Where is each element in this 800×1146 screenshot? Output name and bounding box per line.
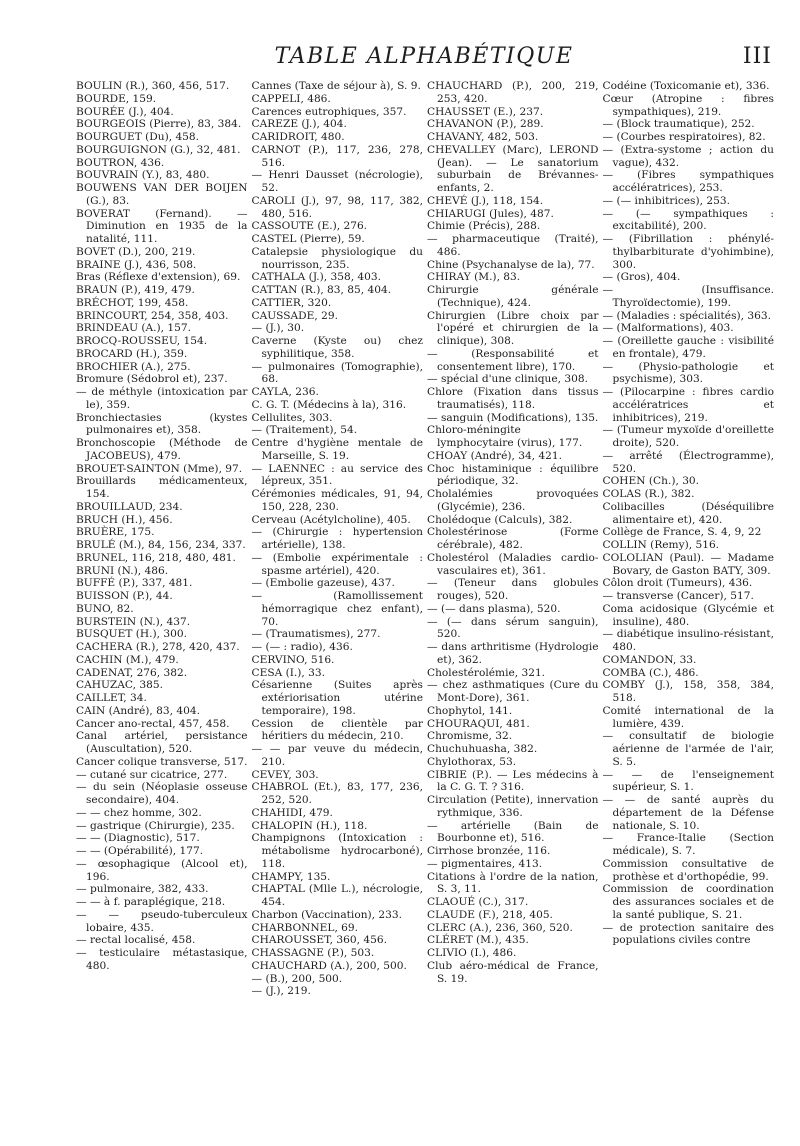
index-entry: BUSQUET (H.), 300. (76, 628, 187, 641)
index-entry: — (Insuffisance. Thyroïdectomie), 199. (602, 284, 774, 309)
index-entry: — rectal localisé, 458. (76, 934, 196, 947)
index-entry: Bronchoscopie (Méthode de JACOBEUS), 479. (76, 437, 248, 462)
index-entry: BOURGUIGNON (G.), 32, 481. (76, 143, 241, 156)
index-entry: COLLIN (Remy), 516. (602, 539, 720, 551)
index-entry: — — (Diagnostic), 517. (76, 832, 200, 845)
index-entry: — (Oreillette gauche : visibilité en frontale), 479. (602, 335, 774, 360)
index-entry: BUNO, 82. (76, 602, 134, 615)
index-entry: — LAENNEC : au service des lépreux, 351. (251, 462, 423, 488)
index-entry: CHASSAGNE (P.), 503. (251, 947, 375, 959)
index-entry: — (Extra-systome ; action du vague), 432. (602, 143, 774, 169)
index-entry: Collège de France, S. 4, 9, 22 (602, 526, 762, 539)
index-entry: — (Maladies : spécialités), 363. (602, 309, 771, 322)
index-entry: Cirrhose bronzée, 116. (427, 845, 551, 857)
index-entry: CLAOUÉ (C.), 317. (427, 896, 529, 908)
index-entry: — diabétique insulino-résistant, 480. (602, 628, 774, 653)
page-title: TABLE ALPHABÉTIQUE (274, 44, 574, 69)
index-entry: Chirurgie générale (Technique), 424. (427, 284, 599, 309)
index-entry: Chromisme, 32. (427, 730, 513, 743)
index-entry: Citations à l'ordre de la nation, S. 3, 11. (427, 870, 599, 896)
index-entry: Césarienne (Suites après extériorisation utérine temporaire), 198. (251, 679, 423, 717)
index-entry: BRUCH (H.), 456. (76, 513, 173, 526)
index-entry: Chylothorax, 53. (427, 755, 517, 768)
index-entry: CARNOT (P.), 117, 236, 278, 516. (251, 143, 423, 169)
index-entry: CACHERA (R.), 278, 420, 437. (76, 641, 240, 653)
index-entry: — (Gros), 404. (602, 271, 681, 284)
index-column-2 (252, 80, 424, 1130)
index-entry: — de protection sanitaire des populations civiles contre (602, 921, 774, 947)
index-entry: — — pseudo-tuberculeux lobaire, 435. (76, 908, 248, 934)
index-entry: COMBA (C.), 486. (602, 666, 699, 679)
index-entry: — du sein (Néoplasie osseuse secondaire), 404. (76, 781, 248, 806)
index-entry: — — de santé auprès du département de la Défense nationale, S. 10. (602, 794, 774, 832)
index-entry: — (Embolie gazeuse), 437. (251, 577, 395, 590)
index-entry: Cœur (Atropine : fibres sympathiques), 219. (602, 92, 774, 118)
index-entry: BROCHIER (A.), 275. (76, 360, 191, 373)
index-entry: Cholalémies provoquées (Glycémie), 236. (427, 488, 599, 513)
index-entry: BROUET-SAINTON (Mme), 97. (76, 462, 243, 475)
index-entry: COMANDON, 33. (602, 653, 697, 666)
index-entry: Caverne (Kyste ou) chez syphilitique, 358. (251, 335, 423, 360)
index-entry: — consultatif de biologie aérienne de l'armée de l'air, S. 5. (602, 730, 774, 768)
index-entry: Chimie (Précis), 288. (427, 220, 541, 233)
index-entry: Colibacilles (Déséquilibre alimentaire et), 420. (602, 500, 774, 526)
index-entry: CARIDROIT, 480. (251, 131, 345, 143)
index-entry: CHAMPY, 135. (251, 870, 331, 883)
index-entry: CAILLET, 34. (76, 692, 147, 704)
index-entry: BOUVRAIN (Y.), 83, 480. (76, 169, 210, 182)
index-entry: Cholestérinose (Forme cérébrale), 482. (427, 526, 599, 551)
index-entry: Centre d'hygiène mentale de Marseille, S. 19. (251, 437, 423, 462)
index-entry: BOURGUET (Du), 458. (76, 131, 200, 143)
index-entry: — cutané sur cicatrice, 277. (76, 768, 228, 781)
index-entry: — (B.), 200, 500. (251, 972, 343, 985)
index-entry: Brouillards médicamenteux, 154. (76, 475, 248, 500)
index-entry: BOURGEOIS (Pierre), 83, 384. (76, 118, 242, 131)
index-entry: — — chez homme, 302. (76, 806, 202, 819)
index-entry: CHEVALLEY (Marc), LEROND (Jean). — Le sanatorium suburbain de Brévannes-enfants, 2. (427, 143, 599, 194)
index-entry: Canal artériel, persistance (Auscultation), 520. (76, 730, 248, 755)
index-entry: COLOLIAN (Paul). — Madame Bovary, de Gaston BATY, 309. (602, 551, 774, 577)
index-entry: — (— : radio), 436. (251, 641, 353, 653)
index-entry: BURSTEIN (N.), 437. (76, 615, 191, 628)
page-number: III (742, 44, 772, 69)
index-entry: Circulation (Petite), innervation rythmique, 336. (427, 794, 599, 819)
index-entry: Chophytol, 141. (427, 704, 513, 717)
index-column-3 (427, 80, 599, 1130)
index-entry: — gastrique (Chirurgie), 235. (76, 819, 235, 832)
index-entry: CIBRIE (P.). — Les médecins à la C. G. T. ? 316. (427, 768, 599, 794)
index-entry: — (Traumatismes), 277. (251, 628, 381, 641)
index-entry: CHOURAQUI, 481. (427, 717, 530, 730)
index-entry: — transverse (Cancer), 517. (602, 590, 754, 602)
index-entry: CACHIN (M.), 479. (76, 653, 179, 666)
index-entry: — pulmonaires (Tomographie), 68. (251, 360, 423, 386)
index-entry: BRAUN (P.), 419, 479. (76, 284, 195, 296)
index-entry: COLAS (R.), 382. (602, 488, 695, 500)
index-entry: CAPPELI, 486. (251, 92, 331, 105)
index-entry: CAROLI (J.), 97, 98, 117, 382, 480, 516. (251, 194, 423, 220)
index-entry: BRUNEL, 116, 218, 480, 481. (76, 551, 236, 564)
index-entry: — (Ramollissement hémorragique chez enfant), 70. (251, 590, 423, 628)
index-entry: CHARBONNEL, 69. (251, 921, 359, 934)
index-entry: BOUWENS VAN DER BOIJEN (G.), 83. (76, 182, 248, 207)
index-entry: — de méthyle (intoxication par le), 359. (76, 386, 248, 411)
index-entry: CHAHIDI, 479. (251, 806, 333, 819)
index-entry: CHEVÉ (J.), 118, 154. (427, 194, 544, 207)
index-entry: — — de l'enseignement supérieur, S. 1. (602, 768, 774, 794)
index-entry: Bromure (Sédobrol et), 237. (76, 373, 228, 386)
index-entry: Comité international de la lumière, 439. (602, 704, 774, 730)
index-entry: — (Tumeur myxoïde d'oreillette droite), 520. (602, 424, 774, 449)
page-header (76, 40, 772, 76)
index-entry: CATHALA (J.), 358, 403. (251, 271, 382, 284)
index-entry: — sanguin (Modifications), 135. (427, 411, 599, 424)
index-entry: CERVINO, 516. (251, 653, 335, 666)
index-entry: BROUILLAUD, 234. (76, 500, 183, 513)
index-entry: — chez asthmatiques (Cure du Mont-Dore), 361. (427, 679, 599, 704)
index-entry: — (Embolie expérimentale : spasme artériel), 420. (251, 551, 423, 577)
index-entry: BROCARD (H.), 359. (76, 347, 188, 360)
index-entry: — (Chirurgie : hypertension artérielle), 138. (251, 526, 423, 551)
index-entry: CAIN (André), 83, 404. (76, 704, 200, 717)
index-entry: Chlore (Fixation dans tissus traumatisés), 118. (427, 386, 599, 411)
index-entry: Commission de coordination des assurances sociales et de la santé publique, S. 21. (602, 883, 774, 921)
index-entry: C. G. T. (Médecins à la), 316. (251, 398, 407, 411)
index-entry: — (— sympathiques : excitabilité), 200. (602, 207, 774, 233)
index-entry: Cerveau (Acétylcholine), 405. (251, 513, 411, 526)
index-entry: COMBY (J.), 158, 358, 384, 518. (602, 679, 774, 704)
index-entry: BOVET (D.), 200, 219. (76, 245, 196, 258)
index-entry: CASTEL (Pierre), 59. (251, 233, 365, 245)
index-entry: BRUNI (N.), 486. (76, 564, 169, 577)
index-entry: CEVEY, 303. (251, 768, 319, 781)
index-entry: Coma acidosique (Glycémie et insuline), 480. (602, 602, 774, 628)
index-entry: BRINCOURT, 254, 358, 403. (76, 309, 229, 322)
index-entry: CHIARUGI (Jules), 487. (427, 207, 554, 220)
index-entry: CADENAT, 276, 382. (76, 666, 188, 679)
index-entry: Côlon droit (Tumeurs), 436. (602, 577, 753, 590)
index-entry: — (Courbes respiratoires), 82. (602, 131, 766, 143)
index-columns (76, 80, 774, 1130)
index-entry: Charbon (Vaccination), 233. (251, 908, 402, 921)
index-entry: BRAINE (J.), 436, 508. (76, 258, 197, 271)
index-entry: — (— inhibitrices), 253. (602, 194, 730, 207)
index-entry: — pulmonaire, 382, 433. (76, 883, 209, 896)
index-entry: — dans arthritisme (Hydrologie et), 362. (427, 641, 599, 666)
index-entry: — artérielle (Bain de Bourbonne et), 516. (427, 819, 599, 845)
index-entry: CATTAN (R.), 83, 85, 404. (251, 284, 392, 296)
index-entry: — (Pilocarpine : fibres cardio accélératrices et inhibitrices), 219. (602, 386, 774, 424)
index-entry: BRUÈRE, 175. (76, 526, 155, 539)
index-entry: — pigmentaires, 413. (427, 857, 543, 870)
index-entry: CHABROL (Et.), 83, 177, 236, 252, 520. (251, 781, 423, 806)
index-entry: CLERC (A.), 236, 360, 520. (427, 921, 573, 934)
index-entry: CAYLA, 236. (251, 386, 319, 398)
index-entry: Champignons (Intoxication : métabolisme hydrocarboné), 118. (251, 832, 423, 870)
index-entry: — testiculaire métastasique, 480. (76, 947, 248, 972)
index-entry: CHAUSSET (E.), 237. (427, 105, 544, 118)
index-entry: Codéine (Toxicomanie et), 336. (602, 80, 770, 92)
index-entry: Choc histaminique : équilibre périodique, 32. (427, 462, 599, 488)
index-entry: — arrêté (Électrogramme), 520. (602, 449, 774, 475)
index-entry: CHAUCHARD (A.), 200, 500. (251, 959, 407, 972)
index-entry: Cancer colique transverse, 517. (76, 755, 248, 768)
index-entry: Cellulites, 303. (251, 411, 333, 424)
index-entry: Cérémonies médicales, 91, 94, 150, 228, 230. (251, 488, 423, 513)
index-entry: CESA (I.), 33. (251, 666, 326, 679)
index-entry: Carences eutrophiques, 357. (251, 105, 407, 118)
index-entry: CHAVANON (P.), 289. (427, 118, 544, 131)
index-entry: BUISSON (P.), 44. (76, 590, 173, 602)
index-entry: — (Traitement), 54. (251, 424, 358, 437)
index-entry: Cession de clientèle par héritiers du médecin, 210. (251, 717, 423, 743)
index-entry: BRULÉ (M.), 84, 156, 234, 337. (76, 539, 246, 551)
index-entry: — (Block traumatique), 252. (602, 118, 755, 131)
index-entry: BOULIN (R.), 360, 456, 517. (76, 80, 230, 92)
index-entry: CLAUDE (F.), 218, 405. (427, 908, 553, 921)
index-entry: Catalepsie physiologique du nourrisson, 235. (251, 245, 423, 271)
index-entry: BUFFÉ (P.), 337, 481. (76, 577, 193, 590)
index-entry: — — à f. paraplégique, 218. (76, 896, 226, 908)
index-entry: CHAROUSSET, 360, 456. (251, 934, 387, 947)
index-entry: — (Responsabilité et consentement libre), 170. (427, 347, 599, 373)
index-entry: — œsophagique (Alcool et), 196. (76, 857, 248, 883)
index-entry: — (Physio-pathologie et psychisme), 303. (602, 360, 774, 386)
index-entry: COHEN (Ch.), 30. (602, 475, 700, 488)
index-entry: BOUTRON, 436. (76, 156, 165, 169)
index-entry: BOURDE, 159. (76, 92, 157, 105)
index-entry: Cholestérolémie, 321. (427, 666, 546, 679)
index-entry: Cancer ano-rectal, 457, 458. (76, 717, 230, 730)
index-entry: CHAUCHARD (P.), 200, 219, 253, 420. (427, 80, 599, 105)
index-entry: BRINDEAU (A.), 157. (76, 322, 191, 335)
index-entry: Chine (Psychanalyse de la), 77. (427, 258, 595, 271)
index-entry: CHIRAY (M.), 83. (427, 271, 521, 284)
index-entry: — — (Opérabilité), 177. (76, 845, 204, 857)
index-entry: Cholestérol (Maladies cardio-vasculaires et), 361. (427, 551, 599, 577)
index-entry: — (— dans sérum sanguin), 520. (427, 615, 599, 641)
index-entry: CHALOPIN (H.), 118. (251, 819, 368, 832)
index-entry: CAHUZAC, 385. (76, 679, 163, 692)
index-entry: — France-Italie (Section médicale), S. 7. (602, 832, 774, 857)
index-entry: — (— dans plasma), 520. (427, 602, 561, 615)
index-entry: BOVERAT (Fernand). — Diminution en 1935 de la natalité, 111. (76, 207, 248, 245)
index-entry: Club aéro-médical de France, S. 19. (427, 959, 599, 985)
index-entry: — (Malformations), 403. (602, 322, 734, 335)
index-entry: Cholédoque (Calculs), 382. (427, 513, 573, 526)
index-entry: Bras (Réflexe d'extension), 69. (76, 271, 241, 284)
index-entry: CAUSSADE, 29. (251, 309, 338, 322)
index-entry: BOURÉE (J.), 404. (76, 105, 174, 118)
index-entry: CLIVIO (I.), 486. (427, 947, 517, 959)
index-entry: CHAVANY, 482, 503. (427, 131, 539, 143)
index-column-1 (76, 80, 248, 1130)
index-entry: — (Fibres sympathiques accélératrices), 253. (602, 169, 774, 194)
index-entry: BROCQ-ROUSSEU, 154. (76, 335, 208, 347)
index-entry: — pharmaceutique (Traité), 486. (427, 233, 599, 258)
index-entry: CASSOUTE (E.), 276. (251, 220, 368, 233)
index-entry: CHAPTAL (Mlle L.), nécrologie, 454. (251, 883, 423, 908)
index-entry: CAREZE (J.), 404. (251, 118, 347, 131)
index-entry: Cannes (Taxe de séjour à), S. 9. (251, 80, 421, 92)
index-entry: Bronchiectasies (kystes pulmonaires et), 358. (76, 411, 248, 437)
index-entry: CATTIER, 320. (251, 296, 332, 309)
index-entry: Chloro-méningite lymphocytaire (virus), 177. (427, 424, 583, 449)
index-entry: — (Fibrillation : phénylé-thylbarbiturate d'yohimbine), 300. (602, 233, 774, 271)
index-entry: Chuchuhuasha, 382. (427, 743, 538, 755)
index-entry: BRÉCHOT, 199, 458. (76, 296, 189, 309)
index-entry: Commission consultative de prothèse et d'orthopédie, 99. (602, 857, 774, 883)
index-entry: — — par veuve du médecin, 210. (251, 743, 423, 768)
index-entry: CHOAY (André), 34, 421. (427, 449, 563, 462)
index-entry: — (J.), 30. (251, 322, 305, 335)
index-entry: — (Teneur dans globules rouges), 520. (427, 577, 599, 602)
index-entry: CLÉRET (M.), 435. (427, 934, 529, 947)
index-entry: — spécial d'une clinique, 308. (427, 373, 588, 386)
index-entry: Chirurgien (Libre choix par l'opéré et chirurgien de la clinique), 308. (427, 309, 599, 347)
index-entry: — Henri Dausset (nécrologie), 52. (251, 169, 423, 194)
index-entry: — (J.), 219. (251, 985, 311, 998)
index-column-4 (603, 80, 775, 1130)
